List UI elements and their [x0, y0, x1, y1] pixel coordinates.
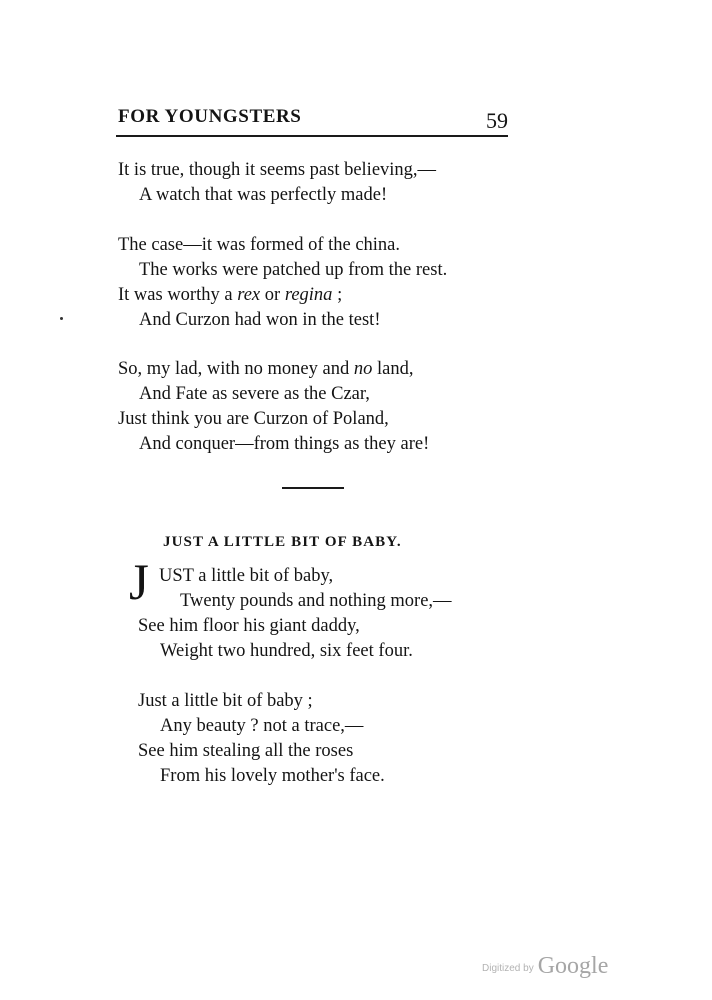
section-divider — [282, 487, 344, 489]
verse-line: The works were patched up from the rest. — [139, 260, 448, 280]
margin-mark — [60, 317, 63, 320]
verse-line: Just think you are Curzon of Poland, — [118, 409, 389, 429]
verse-line — [118, 358, 413, 380]
verse-line: See him stealing all the roses — [138, 741, 354, 761]
verse-line: Any beauty ? not a trace,— — [160, 716, 364, 736]
verse-text: land, — [372, 359, 414, 379]
page-header — [118, 106, 508, 136]
verse-line: A watch that was perfectly made! — [139, 185, 388, 205]
watermark-brand: Google — [537, 953, 609, 979]
verse-line: Twenty pounds and nothing more,— — [180, 591, 452, 611]
verse-text: So, my lad, with no money and — [118, 359, 354, 379]
verse-italic: regina — [284, 285, 333, 305]
verse-italic: rex — [237, 285, 261, 305]
verse-text: ; — [332, 285, 343, 305]
verse-line: And conquer—from things as they are! — [139, 434, 430, 454]
poem-title: JUST A LITTLE BIT OF BABY. — [163, 534, 402, 550]
verse-line: The case—it was formed of the china. — [118, 235, 401, 255]
drop-cap: J — [129, 555, 149, 611]
verse-line: See him floor his giant daddy, — [138, 616, 360, 636]
watermark-prefix: Digitized by — [482, 963, 534, 974]
verse-text: or — [260, 285, 285, 305]
verse-italic: no — [353, 359, 373, 379]
verse-line: And Fate as severe as the Czar, — [139, 384, 370, 404]
verse-line: Weight two hundred, six feet four. — [160, 641, 413, 661]
verse-text: It was worthy a — [118, 285, 238, 305]
running-head: FOR YOUNGSTERS — [118, 106, 302, 127]
digitized-watermark — [482, 953, 608, 980]
verse-line: It is true, though it seems past believing,— — [118, 160, 437, 180]
header-rule — [116, 135, 508, 137]
page-number: 59 — [486, 108, 508, 133]
verse-line: Just a little bit of baby ; — [138, 691, 313, 711]
verse-line — [118, 284, 342, 306]
verse-line: And Curzon had won in the test! — [139, 310, 381, 330]
verse-line: UST a little bit of baby, — [159, 566, 334, 586]
verse-line: From his lovely mother's face. — [160, 766, 385, 786]
